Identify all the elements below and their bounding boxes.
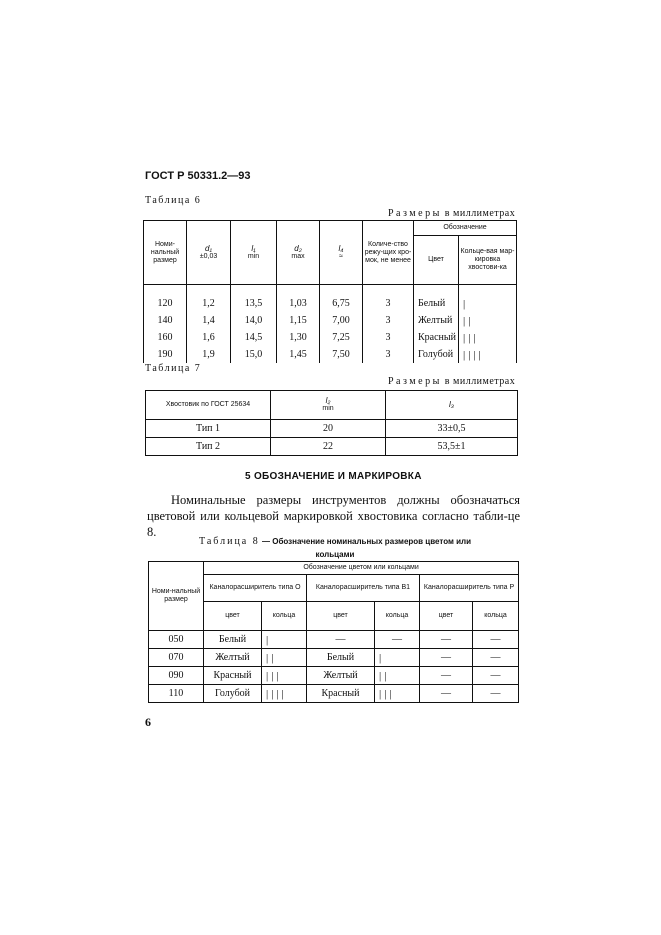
cell-d1: 1,4	[187, 312, 231, 329]
col-shank: Хвостовик по ГОСТ 25634	[146, 391, 271, 420]
l2-limit: min	[322, 405, 334, 412]
document-header: ГОСТ Р 50331.2—93	[145, 170, 251, 182]
units-prefix: Размеры	[388, 208, 442, 219]
cell-b-color: Красный	[307, 685, 375, 703]
col-b-color: цвет	[307, 602, 375, 631]
cell-d1: 1,6	[187, 329, 231, 346]
d2-symbol: d₂	[294, 243, 302, 253]
table-row	[144, 346, 517, 363]
cell-nominal: 140	[144, 312, 187, 329]
cell-o-color: Белый	[204, 631, 262, 649]
cell-d1: 1,2	[187, 295, 231, 312]
cell-color: Красный	[414, 329, 459, 346]
cell-b-ring: ||	[375, 667, 420, 685]
cell-nominal: 050	[149, 631, 204, 649]
l1-symbol: l₁	[251, 243, 256, 253]
col-b-ring: кольца	[375, 602, 420, 631]
col-l2	[271, 391, 386, 420]
col-ring: Кольце-вая мар-кировка хвостови-ка	[459, 236, 517, 285]
l4-symbol: l₄	[338, 243, 344, 253]
col-designation: Обозначение	[414, 221, 517, 236]
cell-edges: 3	[363, 346, 414, 363]
d2-limit: max	[291, 252, 305, 260]
cell-nominal: 070	[149, 649, 204, 667]
col-group: Обозначение цветом или кольцами	[204, 562, 519, 575]
cell-p-ring: —	[473, 685, 519, 703]
cell-d2: 1,45	[277, 346, 320, 363]
col-type-b1: Каналорасширитель типа В1	[307, 575, 420, 602]
table-row	[146, 420, 518, 438]
cell-color: Голубой	[414, 346, 459, 363]
section-title: 5 ОБОЗНАЧЕНИЕ И МАРКИРОВКА	[245, 471, 422, 482]
cell-b-ring: —	[375, 631, 420, 649]
col-d1	[187, 221, 231, 285]
cell-o-ring: ||	[262, 649, 307, 667]
cell-p-color: —	[420, 667, 473, 685]
cell-ring: ||	[459, 312, 517, 329]
cell-o-ring: ||||	[262, 685, 307, 703]
col-type-o: Каналорасширитель типа О	[204, 575, 307, 602]
cell-l1: 15,0	[231, 346, 277, 363]
table-row	[149, 667, 519, 685]
d1-tolerance: ±0,03	[199, 252, 218, 260]
cell-d2: 1,15	[277, 312, 320, 329]
cell-p-color: —	[420, 631, 473, 649]
cell-o-ring: |	[262, 631, 307, 649]
l2-symbol: l₂	[325, 396, 331, 405]
col-d2	[277, 221, 320, 285]
col-p-ring: кольца	[473, 602, 519, 631]
cell-nominal: 160	[144, 329, 187, 346]
cell-nominal: 190	[144, 346, 187, 363]
table7-caption: Таблица 7	[145, 363, 202, 374]
table-row	[144, 295, 517, 312]
units-suffix: в миллиметрах	[444, 208, 516, 219]
cell-d2: 1,03	[277, 295, 320, 312]
table-row	[149, 631, 519, 649]
cell-ring: ||||	[459, 346, 517, 363]
units-prefix: Размеры	[388, 376, 442, 387]
cell-l3: 33±0,5	[386, 420, 518, 438]
cell-l4: 6,75	[320, 295, 363, 312]
cell-color: Белый	[414, 295, 459, 312]
cell-nominal: 090	[149, 667, 204, 685]
cell-p-color: —	[420, 649, 473, 667]
col-o-ring: кольца	[262, 602, 307, 631]
cell-p-color: —	[420, 685, 473, 703]
l1-limit: min	[247, 252, 260, 260]
cell-l4: 7,25	[320, 329, 363, 346]
cell-l2: 20	[271, 420, 386, 438]
table8-caption	[185, 535, 485, 561]
cell-o-color: Голубой	[204, 685, 262, 703]
cell-l1: 14,5	[231, 329, 277, 346]
table6-units	[388, 208, 515, 219]
cell-o-color: Желтый	[204, 649, 262, 667]
cell-b-ring: |	[375, 649, 420, 667]
cell-type: Тип 2	[146, 438, 271, 456]
cell-nominal: 110	[149, 685, 204, 703]
table8-caption-text: — Обозначение номинальных размеров цветом или кольцами	[262, 537, 472, 559]
page-number: 6	[145, 715, 151, 729]
cell-type: Тип 1	[146, 420, 271, 438]
col-nominal: Номи-нальный размер	[149, 562, 204, 631]
cell-o-color: Красный	[204, 667, 262, 685]
table-row	[149, 649, 519, 667]
cell-ring: |||	[459, 329, 517, 346]
cell-d1: 1,9	[187, 346, 231, 363]
col-type-p: Каналорасширитель типа Р	[420, 575, 519, 602]
col-edges: Количе-ство режу-щих кро-мок, не менее	[363, 221, 414, 285]
d1-symbol: d₁	[205, 243, 212, 253]
table-row	[146, 438, 518, 456]
col-l4	[320, 221, 363, 285]
table-7	[145, 390, 518, 456]
cell-l1: 13,5	[231, 295, 277, 312]
table-row	[149, 685, 519, 703]
cell-l2: 22	[271, 438, 386, 456]
body-paragraph: Номинальные размеры инструментов должны обозначаться цветовой или кольцевой маркировкой хвостовика согласно табли-це 8.	[147, 493, 520, 539]
cell-d2: 1,30	[277, 329, 320, 346]
cell-b-color: Белый	[307, 649, 375, 667]
cell-p-ring: —	[473, 649, 519, 667]
table7-units	[388, 376, 515, 387]
cell-nominal: 120	[144, 295, 187, 312]
col-color: Цвет	[414, 236, 459, 285]
cell-l4: 7,50	[320, 346, 363, 363]
col-nominal: Номи-нальный размер	[144, 221, 187, 285]
table-row	[144, 329, 517, 346]
units-suffix: в миллиметрах	[444, 376, 516, 387]
table8-caption-prefix: Таблица 8	[198, 536, 260, 547]
table-6	[143, 220, 517, 363]
cell-b-ring: |||	[375, 685, 420, 703]
cell-p-ring: —	[473, 667, 519, 685]
col-o-color: цвет	[204, 602, 262, 631]
cell-edges: 3	[363, 295, 414, 312]
cell-b-color: —	[307, 631, 375, 649]
l4-approx: ≈	[339, 252, 343, 260]
cell-b-color: Желтый	[307, 667, 375, 685]
col-p-color: цвет	[420, 602, 473, 631]
col-l1	[231, 221, 277, 285]
table-8	[148, 561, 519, 703]
l3-symbol: l₃	[449, 400, 454, 409]
cell-color: Желтый	[414, 312, 459, 329]
cell-l1: 14,0	[231, 312, 277, 329]
cell-o-ring: |||	[262, 667, 307, 685]
table-row	[144, 312, 517, 329]
cell-l4: 7,00	[320, 312, 363, 329]
cell-l3: 53,5±1	[386, 438, 518, 456]
cell-edges: 3	[363, 329, 414, 346]
cell-p-ring: —	[473, 631, 519, 649]
cell-edges: 3	[363, 312, 414, 329]
col-l3	[386, 391, 518, 420]
table6-caption: Таблица 6	[145, 195, 202, 206]
cell-ring: |	[459, 295, 517, 312]
